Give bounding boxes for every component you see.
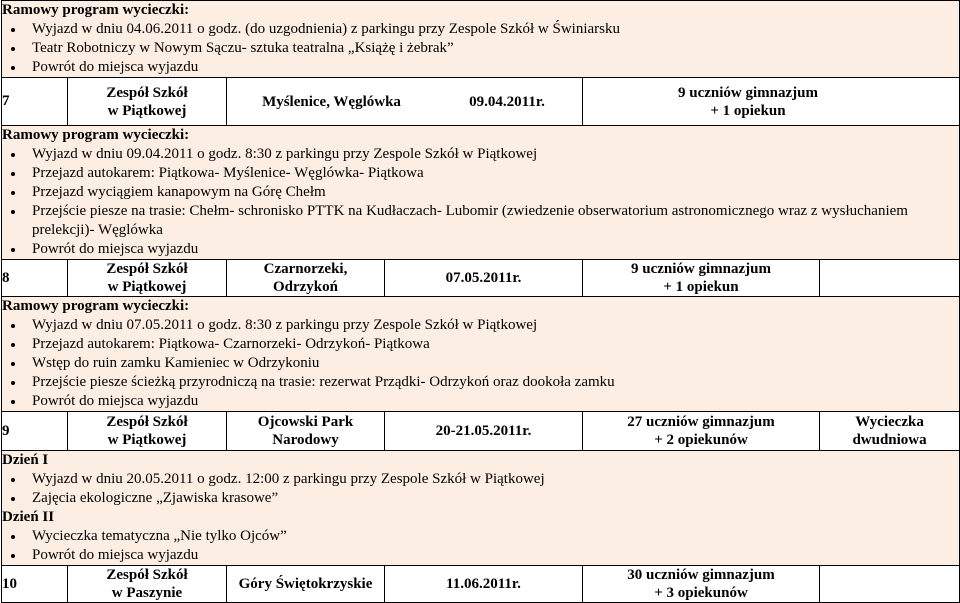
trip-school — [68, 260, 227, 297]
school-location: w Piątkowej — [107, 432, 187, 448]
program-item: Wycieczka tematyczna „Nie tylko Ojców” — [32, 527, 959, 546]
program-item: Teatr Robotniczy w Nowym Sączu- sztuka teatralna „Książę i żebrak” — [32, 39, 959, 58]
program-list — [2, 470, 959, 508]
trip-participants — [583, 412, 820, 451]
day-heading: Dzień I — [2, 452, 49, 468]
destination-line: Odrzykoń — [272, 279, 338, 295]
school-name: Zespół Szkół — [106, 84, 188, 101]
program-list — [2, 316, 959, 411]
note-line: dwudniowa — [852, 432, 927, 448]
program-heading: Ramowy program wycieczki: — [2, 2, 190, 18]
school-name: Zespół Szkół — [106, 567, 188, 583]
program-heading: Ramowy program wycieczki: — [2, 127, 190, 143]
destination-line: Ojcowski Park — [257, 414, 354, 430]
day-heading: Dzień II — [2, 509, 55, 525]
trip-note — [820, 260, 960, 297]
program-item: Zajęcia ekologiczne „Zjawiska krasowe” — [32, 489, 959, 508]
trip-number: 8 — [2, 260, 68, 297]
trip-destination — [227, 412, 385, 451]
trip-destination: Góry Świętokrzyskie — [227, 566, 385, 603]
program-item: Wstęp do ruin zamku Kamieniec w Odrzykoniu — [32, 354, 959, 373]
trip-note — [820, 412, 960, 451]
program-item: Przejazd autokarem: Piątkowa- Czarnorzeki- Odrzykoń- Piątkowa — [32, 335, 959, 354]
program-list — [2, 527, 959, 565]
trip-school — [68, 566, 227, 603]
program-item: Wyjazd w dniu 04.06.2011 o godz. (do uzgodnienia) z parkingu przy Zespole Szkół w Świniarsku — [32, 20, 959, 39]
trip-8-row — [2, 260, 960, 297]
trip-date: 20-21.05.2011r. — [385, 412, 583, 451]
participants-count: 9 uczniów gimnazjum — [631, 261, 771, 277]
note-line: Wycieczka — [855, 414, 924, 430]
trip-destination: Myślenice, Węglówka — [262, 93, 401, 110]
trip-6-program — [2, 1, 960, 78]
trip-8-program — [2, 297, 960, 412]
participants-guardians: + 1 opiekun — [663, 279, 739, 295]
trip-date: 11.06.2011r. — [385, 566, 583, 603]
program-list — [2, 20, 959, 77]
trip-9-program-row — [2, 451, 960, 566]
trip-7-program-row — [2, 126, 960, 260]
participants-guardians: + 1 opiekun — [710, 102, 786, 119]
trip-date: 09.04.2011r. — [469, 93, 545, 110]
trip-number: 10 — [2, 566, 68, 603]
program-item: Wyjazd w dniu 09.04.2011 o godz. 8:30 z parkingu przy Zespole Szkół w Piątkowej — [32, 145, 959, 164]
trip-school — [68, 78, 227, 126]
program-item: Powrót do miejsca wyjazdu — [32, 58, 959, 77]
program-item: Powrót do miejsca wyjazdu — [32, 546, 959, 565]
program-item: Przejście piesze ścieżką przyrodniczą na trasie: rezerwat Prządki- Odrzykoń oraz dookoła zamku — [32, 373, 959, 392]
participants-count: 9 uczniów gimnazjum — [678, 84, 818, 101]
program-item: Powrót do miejsca wyjazdu — [32, 392, 959, 411]
trip-9-row — [2, 412, 960, 451]
destination-line: Narodowy — [272, 432, 339, 448]
participants-guardians: + 2 opiekunów — [654, 432, 748, 448]
destination-line: Czarnorzeki, — [263, 261, 348, 277]
trips-table — [1, 0, 960, 603]
trip-7-row — [2, 78, 960, 126]
trip-8-program-row — [2, 297, 960, 412]
program-item: Wyjazd w dniu 20.05.2011 o godz. 12:00 z parkingu przy Zespole Szkół w Piątkowej — [32, 470, 959, 489]
trip-6-program-row — [2, 1, 960, 78]
program-heading: Ramowy program wycieczki: — [2, 298, 190, 314]
program-item: Przejazd autokarem: Piątkowa- Myślenice- Węglówka- Piątkowa — [32, 164, 959, 183]
trip-10-row — [2, 566, 960, 603]
program-item: Powrót do miejsca wyjazdu — [32, 240, 959, 259]
trip-participants — [583, 566, 820, 603]
participants-guardians: + 3 opiekunów — [654, 585, 748, 601]
participants-count: 30 uczniów gimnazjum — [627, 567, 775, 583]
trip-destination-date — [227, 78, 583, 126]
trip-number: 9 — [2, 412, 68, 451]
school-location: w Paszynie — [111, 585, 183, 601]
trip-destination — [227, 260, 385, 297]
trip-9-program — [2, 451, 960, 566]
school-location: w Piątkowej — [107, 279, 187, 295]
school-name: Zespół Szkół — [106, 414, 188, 430]
school-name: Zespół Szkół — [106, 261, 188, 277]
trip-note — [820, 566, 960, 603]
program-item: Przejazd wyciągiem kanapowym na Górę Chełm — [32, 183, 959, 202]
participants-count: 27 uczniów gimnazjum — [627, 414, 775, 430]
program-list — [2, 145, 959, 259]
trip-participants — [583, 78, 960, 126]
trip-school — [68, 412, 227, 451]
trip-date: 07.05.2011r. — [385, 260, 583, 297]
trip-7-program — [2, 126, 960, 260]
trip-number: 7 — [2, 78, 68, 126]
program-item: Wyjazd w dniu 07.05.2011 o godz. 8:30 z parkingu przy Zespole Szkół w Piątkowej — [32, 316, 959, 335]
program-item: Przejście piesze na trasie: Chełm- schronisko PTTK na Kudłaczach- Lubomir (zwiedzenie obserwatorium astronomicznego wraz z wysłuchaniem prelekcji)- Węglówka — [32, 202, 959, 240]
trip-participants — [583, 260, 820, 297]
school-location: w Piątkowej — [107, 102, 187, 119]
